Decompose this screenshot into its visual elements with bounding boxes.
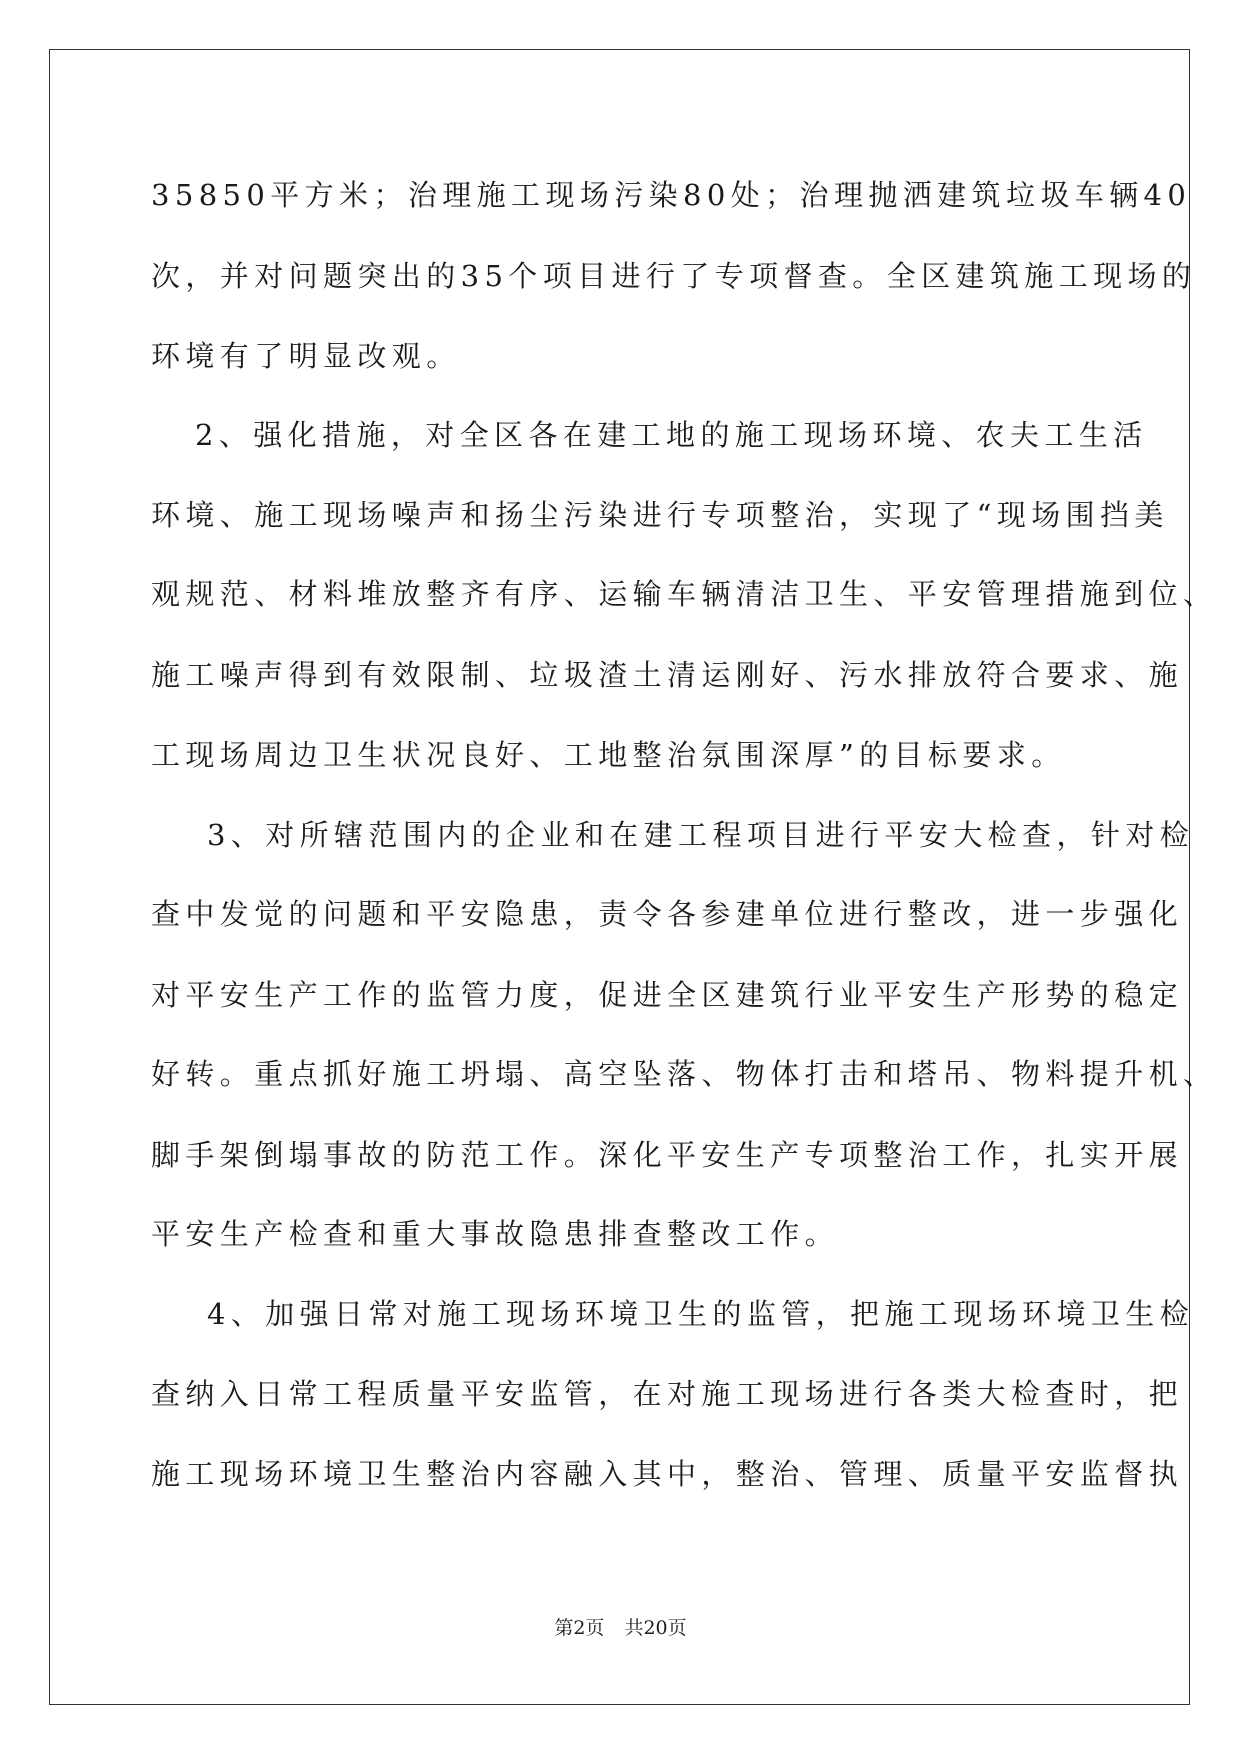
paragraph-start-line: 4、加强日常对施工现场环境卫生的监管，把施工现场环境卫生检 (207, 1297, 1195, 1331)
text-line: 好转。重点抓好施工坍塌、高空坠落、物体打击和塔吊、物料提升机、 (151, 1057, 1218, 1091)
text-line: 平安生产检查和重大事故隐患排查整改工作。 (151, 1217, 840, 1251)
text-line: 环境、施工现场噪声和扬尘污染进行专项整治，实现了“现场围挡美 (151, 498, 1169, 532)
text-line: 次，并对问题突出的35个项目进行了专项督查。全区建筑施工现场的 (151, 259, 1197, 293)
text-line: 工现场周边卫生状况良好、工地整治氛围深厚”的目标要求。 (151, 738, 1066, 772)
text-line: 35850平方米；治理施工现场污染80处；治理抛洒建筑垃圾车辆40 (151, 178, 1192, 212)
text-line: 施工噪声得到有效限制、垃圾渣土清运刚好、污水排放符合要求、施 (151, 658, 1184, 692)
text-line: 查中发觉的问题和平安隐患，责令各参建单位进行整改，进一步强化 (151, 897, 1184, 931)
text-line: 查纳入日常工程质量平安监管，在对施工现场进行各类大检查时，把 (151, 1377, 1184, 1411)
text-line: 观规范、材料堆放整齐有序、运输车辆清洁卫生、平安管理措施到位、 (151, 577, 1218, 611)
paragraph-start-line: 2、强化措施，对全区各在建工地的施工现场环境、农夫工生活 (195, 418, 1148, 452)
text-line: 施工现场环境卫生整治内容融入其中，整治、管理、质量平安监督执 (151, 1457, 1184, 1491)
text-line: 脚手架倒塌事故的防范工作。深化平安生产专项整治工作，扎实开展 (151, 1138, 1184, 1172)
paragraph-start-line: 3、对所辖范围内的企业和在建工程项目进行平安大检查，针对检 (207, 818, 1195, 852)
page-number: 第2页 (554, 1617, 605, 1639)
page-footer (0, 1616, 1241, 1640)
text-line: 对平安生产工作的监管力度，促进全区建筑行业平安生产形势的稳定 (151, 978, 1184, 1012)
page-total: 共20页 (624, 1617, 687, 1639)
text-line: 环境有了明显改观。 (151, 339, 461, 373)
